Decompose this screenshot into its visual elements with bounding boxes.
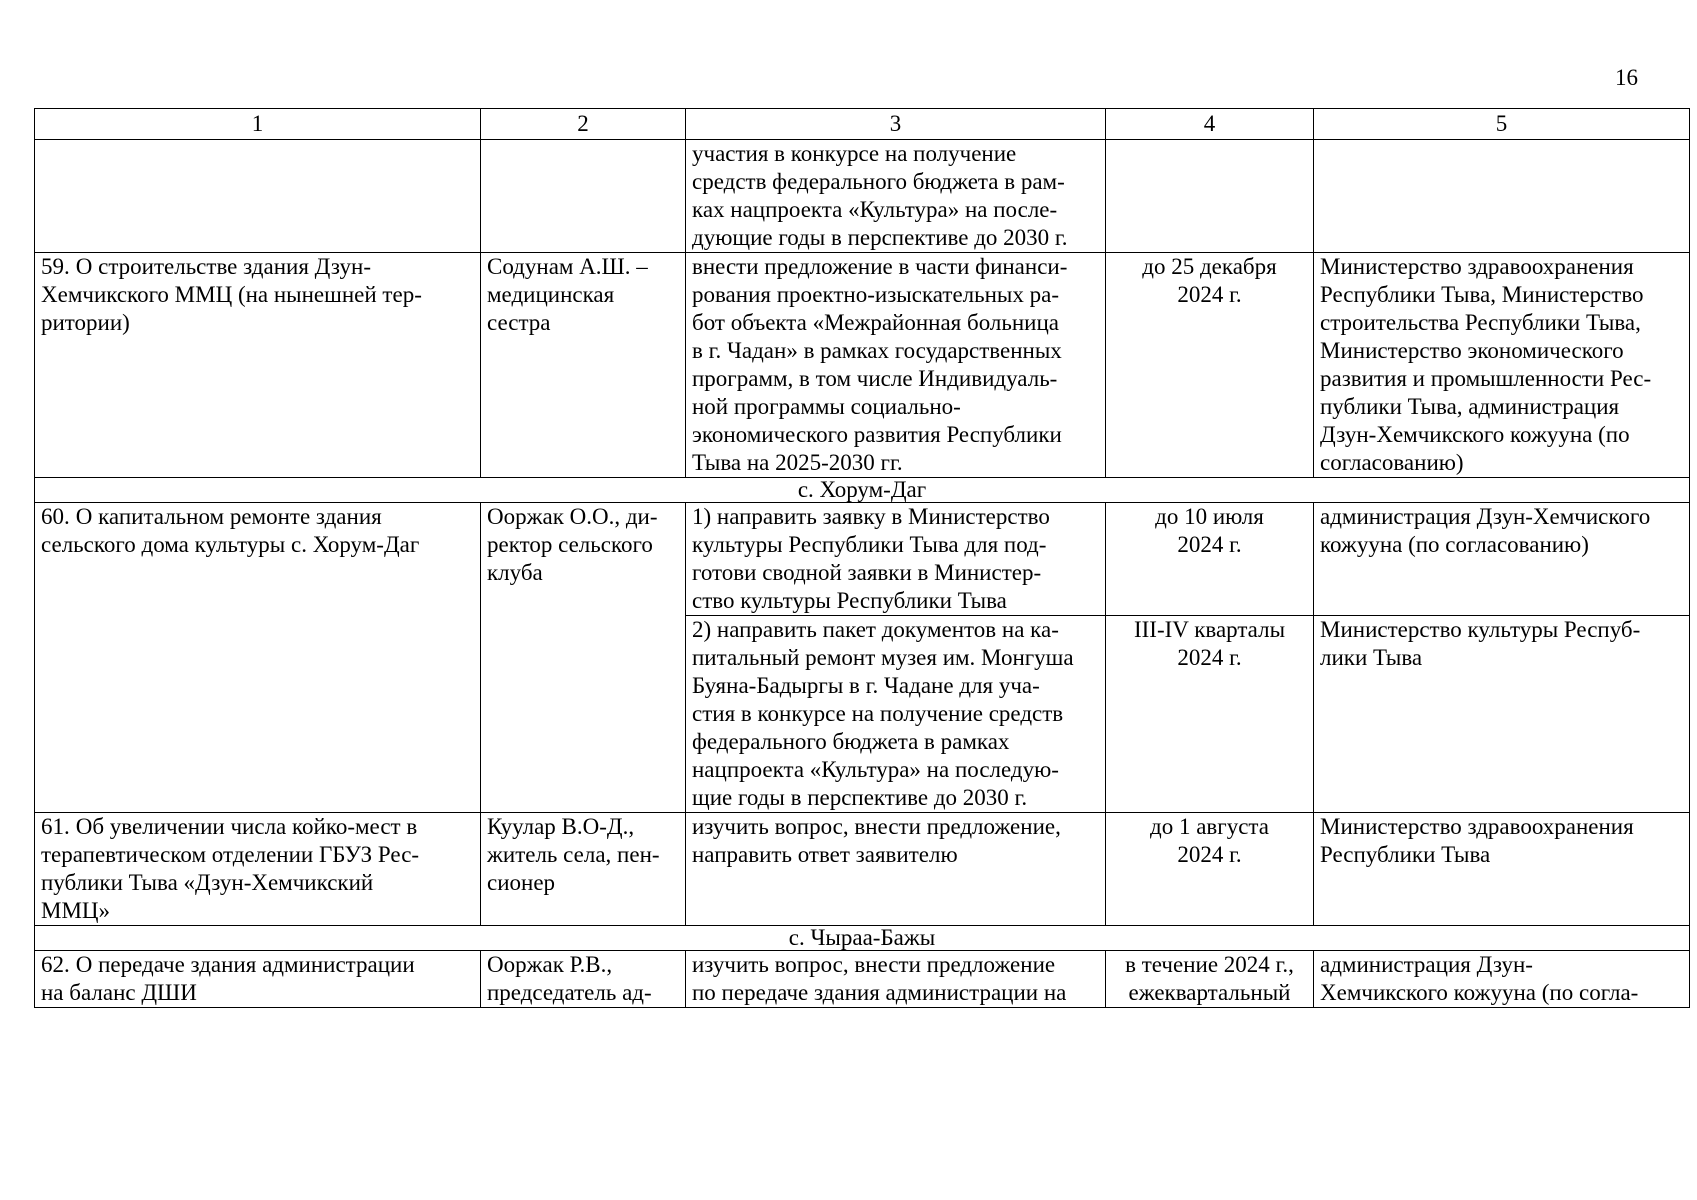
row-59-number: 59. bbox=[41, 254, 70, 279]
row-62-applicant: Ооржак Р.В., председатель ад- bbox=[481, 951, 686, 1008]
row-59-issue bbox=[35, 253, 481, 478]
row-62-issue bbox=[35, 951, 481, 1008]
section-row-chyraa-bazhy bbox=[35, 926, 1690, 951]
continuation-col-5 bbox=[1314, 140, 1690, 253]
row-59-issue-text: О строительстве здания Дзун- Хемчикского ММЦ (на нынешней тер- ритории) bbox=[41, 254, 422, 335]
table-row-continuation bbox=[35, 140, 1690, 253]
row-62-issue-text: О передаче здания администрации на баланс ДШИ bbox=[41, 952, 415, 1005]
row-62-responsible: администрация Дзун- Хемчикского кожууна (по согла- bbox=[1314, 951, 1690, 1008]
row-60-action-2: 2) направить пакет документов на ка- питальный ремонт музея им. Монгуша Буяна-Бадыргы в г. Чадане для уча- стия в конкурсе на получение средств федерального бюджета в рамках нацпроекта «Культура» на последую- щие годы в перспективе до 2030 г. bbox=[686, 616, 1106, 813]
table-row-60 bbox=[35, 503, 1690, 616]
row-60-issue bbox=[35, 503, 481, 813]
row-60-deadline-2: III-IV кварталы 2024 г. bbox=[1106, 616, 1314, 813]
table-row-61 bbox=[35, 813, 1690, 926]
header-col-4: 4 bbox=[1106, 109, 1314, 140]
section-title-horum-dag: с. Хорум-Даг bbox=[35, 478, 1690, 503]
section-title-chyraa-bazhy: с. Чыраа-Бажы bbox=[35, 926, 1690, 951]
row-61-applicant: Куулар В.О-Д., житель села, пен- сионер bbox=[481, 813, 686, 926]
row-60-action-1: 1) направить заявку в Министерство культуры Республики Тыва для под- готови сводной заявки в Министер- ство культуры Республики Тыва bbox=[686, 503, 1106, 616]
row-60-responsible-2: Министерство культуры Респуб- лики Тыва bbox=[1314, 616, 1690, 813]
table-row-62 bbox=[35, 951, 1690, 1008]
page-number: 16 bbox=[1615, 65, 1638, 90]
header-col-2: 2 bbox=[481, 109, 686, 140]
row-60-responsible-1: администрация Дзун-Хемчиского кожууна (по согласованию) bbox=[1314, 503, 1690, 616]
header-col-5: 5 bbox=[1314, 109, 1690, 140]
section-row-horum-dag bbox=[35, 478, 1690, 503]
row-59-applicant: Содунам А.Ш. – медицинская сестра bbox=[481, 253, 686, 478]
row-59-deadline: до 25 декабря 2024 г. bbox=[1106, 253, 1314, 478]
row-60-issue-text: О капитальном ремонте здания сельского дома культуры с. Хорум-Даг bbox=[41, 504, 420, 557]
header-row bbox=[35, 109, 1690, 140]
action-plan-table bbox=[34, 108, 1690, 1008]
row-61-number: 61. bbox=[41, 814, 70, 839]
continuation-col-1 bbox=[35, 140, 481, 253]
row-60-number: 60. bbox=[41, 504, 70, 529]
row-62-deadline: в течение 2024 г., ежеквартальный bbox=[1106, 951, 1314, 1008]
header-col-3: 3 bbox=[686, 109, 1106, 140]
row-62-action: изучить вопрос, внести предложение по передаче здания администрации на bbox=[686, 951, 1106, 1008]
row-61-deadline: до 1 августа 2024 г. bbox=[1106, 813, 1314, 926]
table-row-59 bbox=[35, 253, 1690, 478]
row-61-issue-text: Об увеличении числа койко-мест в терапевтическом отделении ГБУЗ Рес- публики Тыва «Дзун-Хемчикский ММЦ» bbox=[41, 814, 420, 923]
row-60-applicant: Ооржак О.О., ди- ректор сельского клуба bbox=[481, 503, 686, 813]
continuation-col-2 bbox=[481, 140, 686, 253]
header-col-1: 1 bbox=[35, 109, 481, 140]
row-62-number: 62. bbox=[41, 952, 70, 977]
continuation-action: участия в конкурсе на получение средств федерального бюджета в рам- ках нацпроекта «Культура» на после- дующие годы в перспективе до 2030 г. bbox=[686, 140, 1106, 253]
row-61-action: изучить вопрос, внести предложение, направить ответ заявителю bbox=[686, 813, 1106, 926]
row-59-responsible: Министерство здравоохранения Республики Тыва, Министерство строительства Республики Тыва, Министерство экономического развития и промышленности Рес- публики Тыва, администрация Дзун-Хемчикского кожууна (по согласованию) bbox=[1314, 253, 1690, 478]
row-60-deadline-1: до 10 июля 2024 г. bbox=[1106, 503, 1314, 616]
row-61-responsible: Министерство здравоохранения Республики Тыва bbox=[1314, 813, 1690, 926]
continuation-col-4 bbox=[1106, 140, 1314, 253]
row-61-issue bbox=[35, 813, 481, 926]
row-59-action: внести предложение в части финанси- рования проектно-изыскательных ра- бот объекта «Межрайонная больница в г. Чадан» в рамках государственных программ, в том числе Индивидуаль- ной программы социально- экономического развития Республики Тыва на 2025-2030 гг. bbox=[686, 253, 1106, 478]
